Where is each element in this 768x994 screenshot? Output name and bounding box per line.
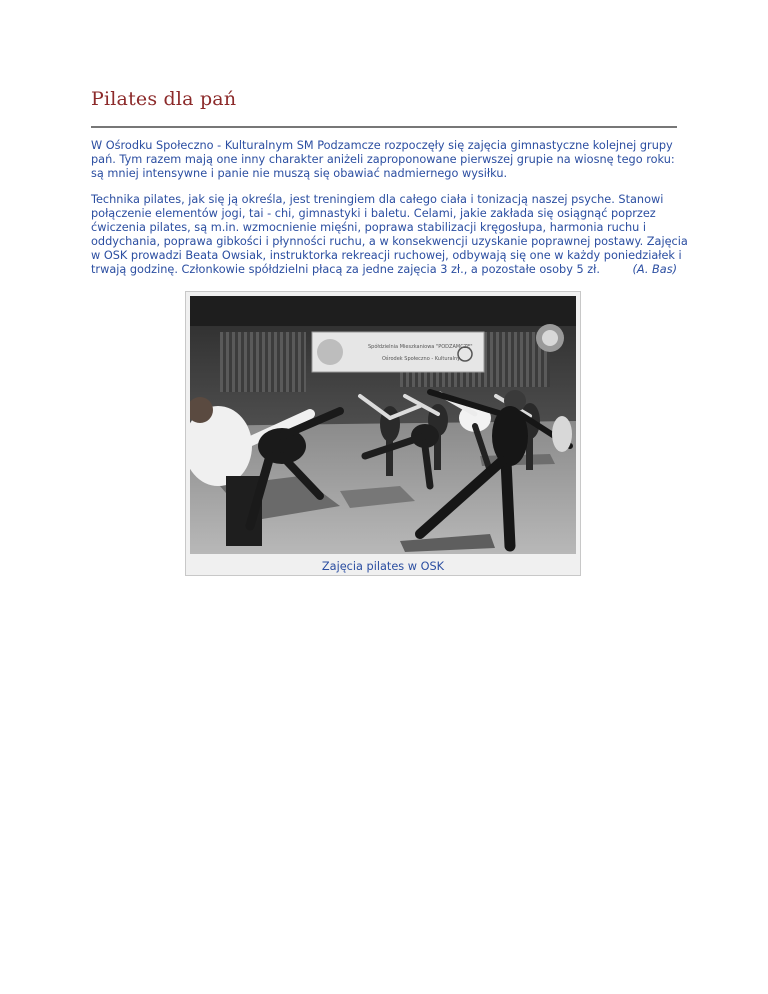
svg-text:Ośrodek Społeczno - Kulturalny: Ośrodek Społeczno - Kulturalny (382, 356, 461, 362)
article-title: Pilates dla pań (91, 88, 237, 110)
photo-figure (185, 291, 581, 576)
svg-text:Spółdzielnia Mieszkaniowa "POD: Spółdzielnia Mieszkaniowa "PODZAMCZE" (368, 344, 473, 350)
article-paragraph-1: W Ośrodku Społeczno - Kulturalnym SM Podzamcze rozpoczęły się zajęcia gimnastyczne kolejnej grupy pań. Tym razem mają one inny charakter aniżeli zaproponowane pierwszej grupie na wiosnę tego roku: są mniej intensywne i panie nie muszą się obawiać nadmiernego wysiłku. (91, 139, 675, 180)
title-divider (91, 126, 677, 128)
pilates-class-photo (190, 296, 576, 554)
photo-caption: Zajęcia pilates w OSK (321, 560, 445, 573)
article-author: (A. Bas) (632, 263, 677, 276)
article-paragraph-2: Technika pilates, jak się ją określa, jest treningiem dla całego ciała i tonizacją naszej psyche. Stanowi połączenie elementów jogi, tai - chi, gimnastyki i baletu. Celami, jakie zakłada się osiągnąć poprzez ćwiczenia pilates, są m.in. wzmocnienie mięśni, poprawa stabilizacji kręgosłupa, harmonia ruchu i oddychania, poprawa gibkości i płynności ruchu, a w konsekwencji uzyskanie poprawnej postawy. Zajęcia w OSK prowadzi Beata Owsiak, instruktorka rekreacji ruchowej, odbywają się one w każdy poniedziałek i trwają godzinę. Członkowie spółdzielni płacą za jedne zajęcia 3 zł., a pozostałe osoby 5 zł. (91, 193, 688, 276)
